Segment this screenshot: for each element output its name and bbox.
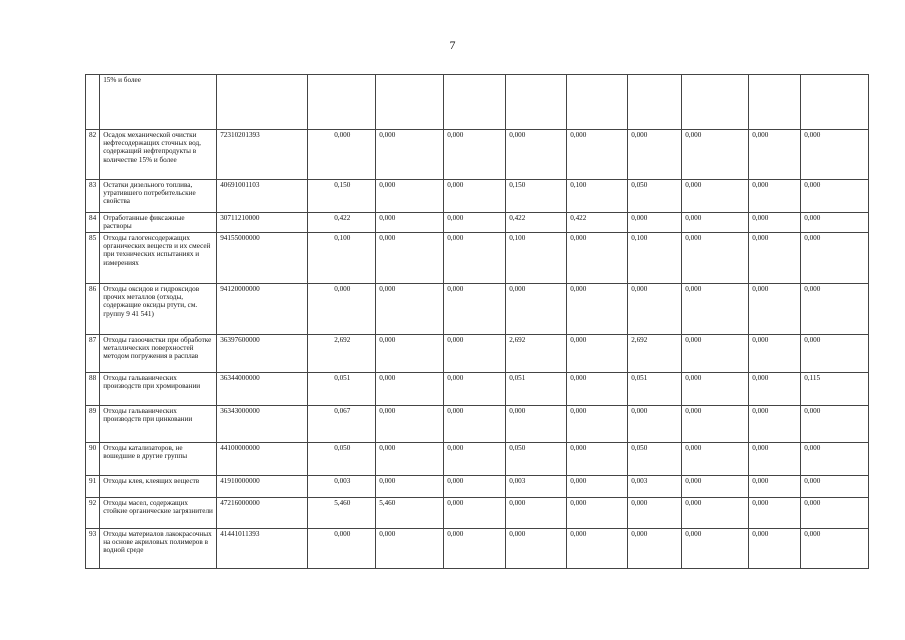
table-row [86, 284, 869, 335]
cell-value: 0,050 [628, 180, 682, 213]
cell-value: 0,000 [801, 498, 869, 529]
cell-value: 0,000 [567, 476, 628, 498]
cell-value: 0,000 [682, 443, 749, 476]
page-number: 7 [449, 38, 456, 52]
cell-value: 0,000 [801, 406, 869, 443]
cell-code: 40691001103 [217, 180, 308, 213]
cell-value: 2,692 [628, 335, 682, 373]
cell-value: 0,150 [506, 180, 567, 213]
cell-value: 0,000 [376, 233, 444, 284]
table-row [86, 130, 869, 180]
table-row-continued [86, 75, 869, 130]
cell-name: Осадок механической очистки нефтесодержащих сточных вод, содержащий нефтепродукты в количестве 15% и более [100, 130, 217, 180]
cell-value: 0,000 [749, 335, 801, 373]
cell-value: 0,000 [749, 130, 801, 180]
cell-name: Отходы материалов лакокрасочных на основе акриловых полимеров в водной среде [100, 529, 217, 569]
cell-value: 0,000 [749, 284, 801, 335]
cell-value: 0,000 [308, 284, 376, 335]
cell-value: 0,000 [376, 406, 444, 443]
cell-value: 0,000 [376, 180, 444, 213]
cell-value: 0,000 [628, 498, 682, 529]
cell-value: 0,000 [682, 233, 749, 284]
cell-value: 0,000 [801, 180, 869, 213]
cell-value: 0,000 [567, 529, 628, 569]
cell-code: 36343000000 [217, 406, 308, 443]
cell-no: 93 [86, 529, 100, 569]
cell-value: 0,000 [682, 373, 749, 406]
cell-name: Отходы клея, клеящих веществ [100, 476, 217, 498]
cell-value: 0,115 [801, 373, 869, 406]
cell-value: 0,000 [506, 498, 567, 529]
cell-value: 0,000 [444, 406, 506, 443]
cell-code: 94155000000 [217, 233, 308, 284]
cell-value: 0,000 [749, 406, 801, 443]
cell-value: 0,051 [628, 373, 682, 406]
cell-code: 47216000000 [217, 498, 308, 529]
cell-value: 0,000 [444, 529, 506, 569]
cell-no: 86 [86, 284, 100, 335]
cell-value: 0,000 [801, 130, 869, 180]
cell-no: 89 [86, 406, 100, 443]
cell-value: 5,460 [308, 498, 376, 529]
cell-value: 0,000 [749, 443, 801, 476]
cell-value: 0,003 [506, 476, 567, 498]
cell-value: 0,050 [506, 443, 567, 476]
cell-value: 0,000 [567, 284, 628, 335]
cell-value: 0,000 [308, 529, 376, 569]
cell-value: 0,000 [444, 498, 506, 529]
cell-value: 0,000 [628, 529, 682, 569]
table-row [86, 406, 869, 443]
cell-name: 15% и более [100, 75, 217, 130]
table-row [86, 476, 869, 498]
cell-value: 0,000 [682, 529, 749, 569]
cell-value: 0,000 [749, 373, 801, 406]
cell-value: 0,000 [801, 529, 869, 569]
cell-name: Отходы гальванических производств при хромировании [100, 373, 217, 406]
cell-value: 0,000 [682, 130, 749, 180]
cell-code: 72310201393 [217, 130, 308, 180]
cell-code: 44100000000 [217, 443, 308, 476]
cell-value: 0,000 [682, 335, 749, 373]
cell-value: 0,000 [749, 213, 801, 233]
cell-value: 0,000 [682, 498, 749, 529]
table-row [86, 213, 869, 233]
cell-value: 0,050 [308, 443, 376, 476]
cell-value: 0,050 [628, 443, 682, 476]
cell-value: 0,000 [376, 373, 444, 406]
cell-value: 0,000 [444, 284, 506, 335]
cell-no: 82 [86, 130, 100, 180]
cell-value: 0,000 [567, 443, 628, 476]
cell-name: Отходы масел, содержащих стойкие органические загрязнители [100, 498, 217, 529]
cell-name: Отходы газоочистки при обработке металлических поверхностей методом погружения в расплав [100, 335, 217, 373]
cell-value: 0,100 [567, 180, 628, 213]
cell-code: 94120000000 [217, 284, 308, 335]
cell-value: 0,000 [682, 284, 749, 335]
table-row [86, 373, 869, 406]
cell-value: 0,000 [682, 476, 749, 498]
cell-value: 0,000 [444, 130, 506, 180]
cell-value: 0,000 [749, 529, 801, 569]
cell-no: 91 [86, 476, 100, 498]
cell-value: 0,000 [444, 180, 506, 213]
cell-value: 0,000 [682, 406, 749, 443]
cell-value: 0,000 [682, 213, 749, 233]
cell-value: 0,000 [444, 233, 506, 284]
cell-value: 0,000 [628, 406, 682, 443]
cell-value: 0,000 [749, 476, 801, 498]
cell-value: 0,000 [506, 406, 567, 443]
cell-value: 0,100 [308, 233, 376, 284]
cell-code: 41910000000 [217, 476, 308, 498]
cell-value: 0,000 [376, 130, 444, 180]
cell-value: 0,000 [567, 373, 628, 406]
cell-name: Отходы оксидов и гидроксидов прочих металлов (отходы, содержащие оксиды ртути, см. группу 9 41 541) [100, 284, 217, 335]
cell-value: 0,000 [308, 130, 376, 180]
cell-value: 0,000 [376, 213, 444, 233]
cell-code: 36344000000 [217, 373, 308, 406]
table-row [86, 498, 869, 529]
cell-value: 0,000 [444, 476, 506, 498]
table-row [86, 529, 869, 569]
cell-value: 0,000 [801, 443, 869, 476]
cell-value: 0,000 [444, 335, 506, 373]
cell-no: 88 [86, 373, 100, 406]
cell-value: 0,422 [308, 213, 376, 233]
cell-value: 0,000 [444, 373, 506, 406]
cell-value: 2,692 [308, 335, 376, 373]
cell-value: 0,000 [444, 213, 506, 233]
cell-value: 0,000 [444, 443, 506, 476]
cell-no: 87 [86, 335, 100, 373]
table-row [86, 180, 869, 213]
cell-value: 0,000 [749, 498, 801, 529]
cell-value: 0,100 [506, 233, 567, 284]
cell-value: 0,000 [682, 180, 749, 213]
cell-value: 0,000 [749, 233, 801, 284]
table-row [86, 443, 869, 476]
cell-value: 0,000 [376, 443, 444, 476]
cell-value: 0,000 [567, 335, 628, 373]
cell-code: 36397600000 [217, 335, 308, 373]
cell-no: 90 [86, 443, 100, 476]
cell-value: 0,051 [308, 373, 376, 406]
cell-code: 30711210000 [217, 213, 308, 233]
cell-value: 0,000 [801, 213, 869, 233]
cell-value: 0,422 [506, 213, 567, 233]
cell-value: 0,100 [628, 233, 682, 284]
cell-value: 0,003 [628, 476, 682, 498]
cell-value: 0,000 [376, 335, 444, 373]
cell-value: 0,000 [567, 406, 628, 443]
cell-value: 0,000 [506, 284, 567, 335]
cell-value: 0,000 [376, 284, 444, 335]
cell-name: Отходы катализаторов, не вошедшие в другие группы [100, 443, 217, 476]
cell-name: Отходы галогенсодержащих органических веществ и их смесей при технических испытаниях и измерениях [100, 233, 217, 284]
waste-table [85, 74, 869, 569]
cell-value: 0,000 [628, 213, 682, 233]
cell-value: 0,000 [801, 233, 869, 284]
cell-value: 0,000 [801, 335, 869, 373]
table-row [86, 335, 869, 373]
cell-value: 0,422 [567, 213, 628, 233]
cell-value: 0,000 [506, 130, 567, 180]
cell-value: 0,000 [567, 498, 628, 529]
cell-code: 41441011393 [217, 529, 308, 569]
cell-value: 0,051 [506, 373, 567, 406]
cell-value: 0,000 [801, 284, 869, 335]
cell-value: 2,692 [506, 335, 567, 373]
cell-no: 92 [86, 498, 100, 529]
cell-name: Отработанные фиксажные растворы [100, 213, 217, 233]
cell-value: 0,000 [749, 180, 801, 213]
cell-value: 5,460 [376, 498, 444, 529]
cell-value: 0,000 [506, 529, 567, 569]
table-row [86, 233, 869, 284]
cell-value: 0,067 [308, 406, 376, 443]
cell-value: 0,000 [628, 284, 682, 335]
cell-value: 0,150 [308, 180, 376, 213]
cell-value: 0,000 [567, 130, 628, 180]
cell-no [86, 75, 100, 130]
cell-value: 0,000 [567, 233, 628, 284]
cell-value: 0,000 [801, 476, 869, 498]
cell-value: 0,000 [628, 130, 682, 180]
cell-value: 0,003 [308, 476, 376, 498]
cell-no: 83 [86, 180, 100, 213]
cell-name: Остатки дизельного топлива, утратившего потребительские свойства [100, 180, 217, 213]
cell-value: 0,000 [376, 529, 444, 569]
cell-name: Отходы гальванических производств при цинковании [100, 406, 217, 443]
cell-no: 84 [86, 213, 100, 233]
cell-no: 85 [86, 233, 100, 284]
cell-value: 0,000 [376, 476, 444, 498]
